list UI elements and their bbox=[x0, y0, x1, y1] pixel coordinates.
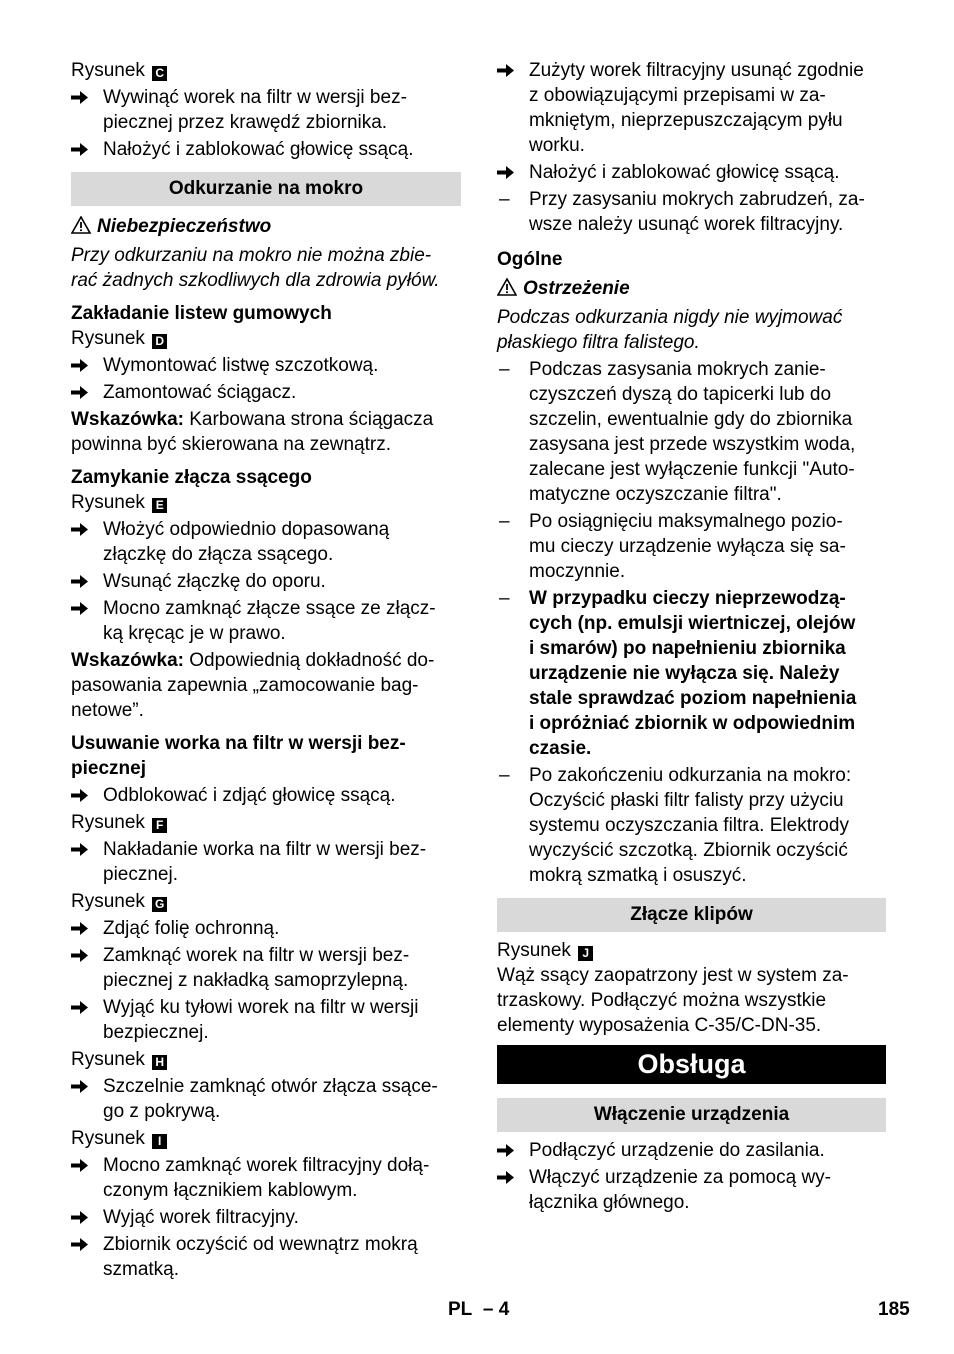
note-2: Wskazówka: Odpowiednią dokładność do- pasowania zapewnia „zamocowanie bag- netowe”. bbox=[71, 650, 435, 721]
figure-letter: C bbox=[152, 66, 167, 81]
figure-ref-i: Rysunek I bbox=[71, 1126, 461, 1151]
figure-ref-g: Rysunek G bbox=[71, 889, 461, 914]
instruction-item: Wyjąć worek filtracyjny. bbox=[71, 1205, 461, 1230]
right-column bbox=[497, 58, 886, 1215]
arrow-right-icon bbox=[71, 1232, 99, 1252]
dash-bullet: – bbox=[499, 588, 510, 609]
instruction-item: Zamontować ściągacz. bbox=[71, 380, 461, 405]
figure-ref-j: Rysunek J bbox=[497, 938, 886, 963]
arrow-right-icon bbox=[71, 783, 99, 803]
note-1: Wskazówka: Karbowana strona ściągacza powinna być skierowana na zewnątrz. bbox=[71, 409, 434, 455]
arrow-right-icon bbox=[71, 943, 99, 963]
footer-page-code: PL – 4 bbox=[448, 1299, 510, 1320]
instruction-item: Nakładanie worka na filtr w wersji bez- piecznej. bbox=[71, 837, 461, 887]
arrow-right-icon bbox=[71, 837, 99, 857]
arrow-right-icon bbox=[71, 596, 99, 616]
dash-bullet: – bbox=[499, 511, 510, 532]
figure-letter: H bbox=[152, 1055, 167, 1070]
arrow-right-icon bbox=[71, 380, 99, 400]
dash-item: – Po zakończeniu odkurzania na mokro: Oczyścić płaski filtr falisty przy użyciu systemu oczyszczania filtra. Elektrody wyczyścić szczotką. Zbiornik oczyścić mokrą szmatką i osuszyć. bbox=[499, 765, 852, 886]
instruction-item: Zbiornik oczyścić od wewnątrz mokrą szmatką. bbox=[71, 1232, 461, 1282]
dash-item: – Podczas zasysania mokrych zanie- czyszczeń dyszą do tapicerki lub do szczelin, ewentualnie gdy do zbiornika zasysana jest przede wszystkim woda, zalecane jest wyłączenie funkcji "Auto- matyczne oczyszczanie filtra". bbox=[499, 359, 856, 505]
arrow-right-icon bbox=[71, 137, 99, 157]
clip-text: Wąż ssący zaopatrzony jest w system za- trzaskowy. Podłączyć można wszystkie elementy wyposażenia C-35/C-DN-35. bbox=[497, 965, 849, 1036]
dash-bullet: – bbox=[499, 189, 510, 210]
arrow-right-icon bbox=[71, 517, 99, 537]
instruction-item: Wywinąć worek na filtr w wersji bez- piecznej przez krawędź zbiornika. bbox=[71, 85, 461, 135]
instruction-item: Zdjąć folię ochronną. bbox=[71, 916, 461, 941]
arrow-right-icon bbox=[71, 353, 99, 373]
danger-heading: Niebezpieczeństwo bbox=[71, 214, 461, 241]
left-column bbox=[71, 58, 461, 1282]
instruction-item: Zużyty worek filtracyjny usunąć zgodnie z obowiązującymi przepisami w za- mkniętym, nieprzepuszczającym pyłu worku. bbox=[497, 58, 886, 158]
arrow-right-icon bbox=[497, 160, 525, 180]
figure-letter: D bbox=[152, 334, 167, 349]
figure-letter: G bbox=[152, 897, 167, 912]
arrow-right-icon bbox=[497, 1165, 525, 1185]
instruction-item: Włożyć odpowiednio dopasowaną złączkę do złącza ssącego. bbox=[71, 517, 461, 567]
chapter-title: Obsługa bbox=[497, 1045, 886, 1084]
figure-ref-h: Rysunek H bbox=[71, 1047, 461, 1072]
heading-remove: Usuwanie worka na filtr w wersji bez- piecznej bbox=[71, 733, 406, 779]
arrow-right-icon bbox=[71, 1153, 99, 1173]
instruction-item: Mocno zamknąć worek filtracyjny dołą- czonym łącznikiem kablowym. bbox=[71, 1153, 461, 1203]
arrow-right-icon bbox=[71, 995, 99, 1015]
heading-general: Ogólne bbox=[497, 249, 563, 270]
dash-bullet: – bbox=[499, 359, 510, 380]
figure-ref-c: Rysunek C bbox=[71, 58, 461, 83]
instruction-item: Odblokować i zdjąć głowicę ssącą. bbox=[71, 783, 461, 808]
instruction-item: Włączyć urządzenie za pomocą wy- łącznika głównego. bbox=[497, 1165, 886, 1215]
warning-triangle-icon bbox=[71, 216, 91, 241]
dash-item: – Po osiągnięciu maksymalnego pozio- mu cieczy urządzenie wyłącza się sa- moczynnie. bbox=[499, 511, 846, 582]
heading-rubber: Zakładanie listew gumowych bbox=[71, 303, 332, 324]
figure-ref-f: Rysunek F bbox=[71, 810, 461, 835]
section-header-wet: Odkurzanie na mokro bbox=[71, 172, 461, 206]
arrow-right-icon bbox=[71, 569, 99, 589]
figure-ref-d: Rysunek D bbox=[71, 326, 461, 351]
figure-letter: I bbox=[152, 1134, 167, 1149]
instruction-item: Wymontować listwę szczotkową. bbox=[71, 353, 461, 378]
dash-item: – Przy zasysaniu mokrych zabrudzeń, za- wsze należy usunąć worek filtracyjny. bbox=[499, 189, 865, 235]
heading-closing: Zamykanie złącza ssącego bbox=[71, 467, 312, 488]
dash-item-bold: – W przypadku cieczy nieprzewodzą- cych (np. emulsji wiertniczej, olejów i smarów) po napełnieniu zbiornika urządzenie nie wyłącza się. Należy stale sprawdzać poziom napełnienia i opróżniać zbiornik w odpowiednim czasie. bbox=[499, 588, 857, 759]
warning-triangle-icon bbox=[497, 278, 517, 303]
arrow-right-icon bbox=[497, 1138, 525, 1158]
footer-page-number: 185 bbox=[878, 1299, 910, 1320]
instruction-item: Podłączyć urządzenie do zasilania. bbox=[497, 1138, 886, 1163]
instruction-item: Mocno zamknąć złącze ssące ze złącz- ką kręcąc je w prawo. bbox=[71, 596, 461, 646]
section-header-switch: Włączenie urządzenia bbox=[497, 1098, 886, 1132]
caution-heading: Ostrzeżenie bbox=[497, 276, 886, 303]
instruction-item: Nałożyć i zablokować głowicę ssącą. bbox=[71, 137, 461, 162]
arrow-right-icon bbox=[71, 85, 99, 105]
instruction-item: Zamknąć worek na filtr w wersji bez- piecznej z nakładką samoprzylepną. bbox=[71, 943, 461, 993]
arrow-right-icon bbox=[497, 58, 525, 78]
caution-text: Podczas odkurzania nigdy nie wyjmować płaskiego filtra falistego. bbox=[497, 307, 843, 353]
arrow-right-icon bbox=[71, 916, 99, 936]
arrow-right-icon bbox=[71, 1074, 99, 1094]
instruction-item: Wsunąć złączkę do oporu. bbox=[71, 569, 461, 594]
figure-ref-e: Rysunek E bbox=[71, 490, 461, 515]
section-header-clip: Złącze klipów bbox=[497, 898, 886, 932]
danger-text: Przy odkurzaniu na mokro nie można zbie- rać żadnych szkodliwych dla zdrowia pyłów. bbox=[71, 245, 440, 291]
figure-letter: J bbox=[578, 946, 593, 961]
instruction-item: Wyjąć ku tyłowi worek na filtr w wersji bezpiecznej. bbox=[71, 995, 461, 1045]
instruction-item: Szczelnie zamknąć otwór złącza ssące- go z pokrywą. bbox=[71, 1074, 461, 1124]
arrow-right-icon bbox=[71, 1205, 99, 1225]
figure-letter: E bbox=[152, 498, 167, 513]
instruction-item: Nałożyć i zablokować głowicę ssącą. bbox=[497, 160, 886, 185]
dash-bullet: – bbox=[499, 765, 510, 786]
figure-letter: F bbox=[152, 818, 167, 833]
